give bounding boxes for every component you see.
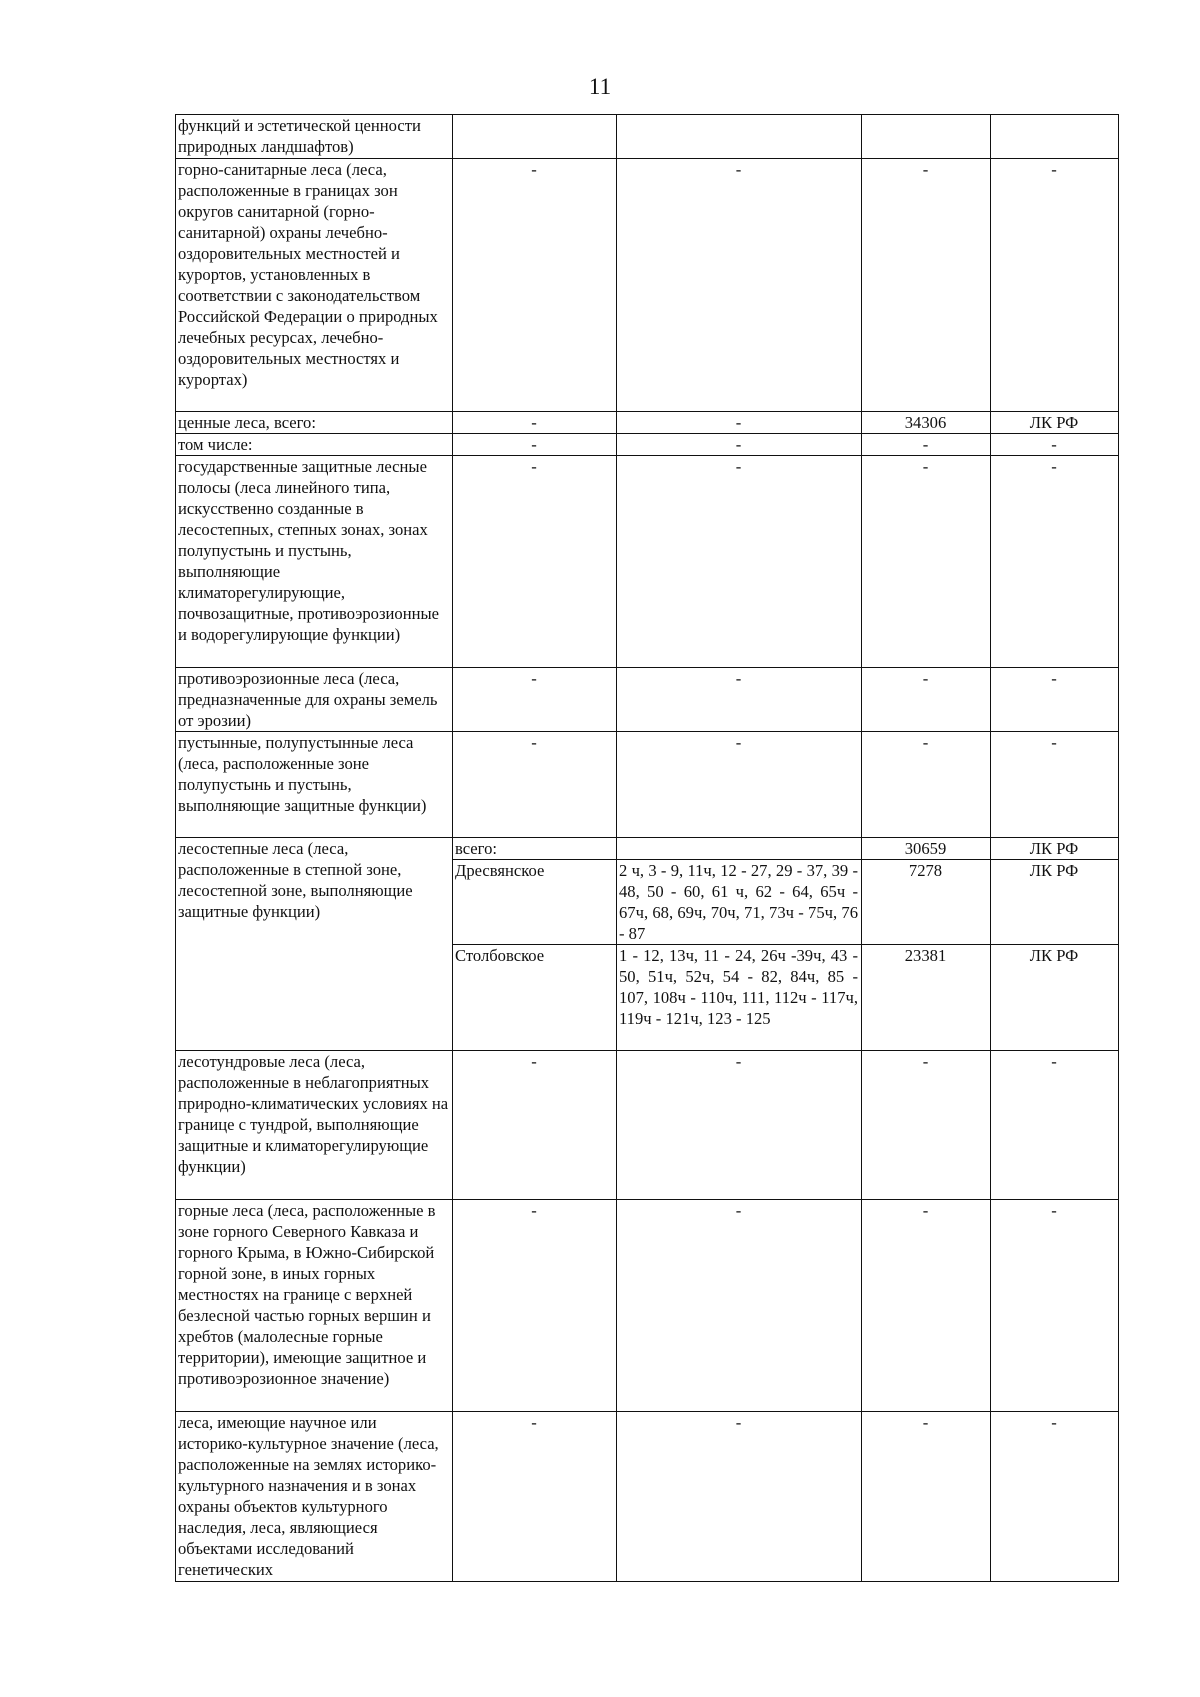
category-cell: противоэрозионные леса (леса, предназначенные для охраны земель от эрозии) (176, 668, 453, 732)
forestry-cell: - (453, 434, 617, 456)
quarters-cell: - (617, 456, 862, 668)
basis-cell: - (991, 1200, 1119, 1412)
forestry-cell (453, 115, 617, 159)
table-row (176, 1412, 1119, 1582)
quarters-cell: - (617, 1051, 862, 1200)
table-row (176, 159, 1119, 412)
basis-cell: ЛК РФ (991, 860, 1119, 945)
forest-category-table (175, 114, 1119, 1582)
quarters-cell: - (617, 668, 862, 732)
area-cell: - (862, 1412, 991, 1582)
basis-cell: ЛК РФ (991, 945, 1119, 1051)
category-cell: лесостепные леса (леса, расположенные в степной зоне, лесостепной зоне, выполняющие защитные функции) (176, 838, 453, 1051)
table-row (176, 732, 1119, 838)
area-cell: - (862, 456, 991, 668)
quarters-cell: - (617, 412, 862, 434)
category-cell: лесотундровые леса (леса, расположенные в неблагоприятных природно-климатических условиях на границе с тундрой, выполняющие защитные и климаторегулирующие функции) (176, 1051, 453, 1200)
quarters-cell: - (617, 434, 862, 456)
basis-cell: - (991, 434, 1119, 456)
forestry-cell: - (453, 412, 617, 434)
table-row (176, 838, 1119, 860)
table-row (176, 434, 1119, 456)
forestry-cell: - (453, 456, 617, 668)
area-cell: - (862, 434, 991, 456)
category-cell: горные леса (леса, расположенные в зоне горного Северного Кавказа и горного Крыма, в Южно-Сибирской горной зоне, в иных горных местностях на границе с верхней безлесной частью горных вершин и хребтов (малолесные горные территории), имеющие защитное и противоэрозионное значение) (176, 1200, 453, 1412)
area-cell: - (862, 732, 991, 838)
category-cell: функций и эстетической ценности природных ландшафтов) (176, 115, 453, 159)
page-number: 11 (588, 74, 612, 99)
category-cell: том числе: (176, 434, 453, 456)
table-row (176, 1051, 1119, 1200)
forestry-cell: - (453, 1200, 617, 1412)
forestry-cell: - (453, 732, 617, 838)
forestry-cell: - (453, 159, 617, 412)
area-cell: 34306 (862, 412, 991, 434)
forestry-cell: - (453, 1051, 617, 1200)
area-cell (862, 115, 991, 159)
category-cell: ценные леса, всего: (176, 412, 453, 434)
forestry-cell: - (453, 668, 617, 732)
area-cell: 23381 (862, 945, 991, 1051)
quarters-cell (617, 838, 862, 860)
quarters-cell: - (617, 1412, 862, 1582)
forestry-cell: - (453, 1412, 617, 1582)
forestry-cell: всего: (453, 838, 617, 860)
quarters-cell: 1 - 12, 13ч, 11 - 24, 26ч -39ч, 43 - 50, 51ч, 52ч, 54 - 82, 84ч, 85 - 107, 108ч - 110ч, 111, 112ч - 117ч, 119ч - 121ч, 123 - 125 (617, 945, 862, 1051)
category-cell: пустынные, полупустынные леса (леса, расположенные зоне полупустынь и пустынь, выполняющие защитные функции) (176, 732, 453, 838)
area-cell: 30659 (862, 838, 991, 860)
area-cell: 7278 (862, 860, 991, 945)
basis-cell: ЛК РФ (991, 412, 1119, 434)
basis-cell (991, 115, 1119, 159)
quarters-cell: - (617, 1200, 862, 1412)
basis-cell: - (991, 1051, 1119, 1200)
category-cell: горно-санитарные леса (леса, расположенные в границах зон округов санитарной (горно-санитарной) охраны лечебно-оздоровительных местностей и курортов, установленных в соответствии с законодательством Российской Федерации о природных лечебных ресурсах, лечебно-оздоровительных местностях и курортах) (176, 159, 453, 412)
table-row (176, 412, 1119, 434)
forestry-cell: Столбовское (453, 945, 617, 1051)
table-row (176, 456, 1119, 668)
quarters-cell (617, 115, 862, 159)
basis-cell: - (991, 159, 1119, 412)
category-cell: государственные защитные лесные полосы (леса линейного типа, искусственно созданные в лесостепных, степных зонах, зонах полупустынь и пустынь, выполняющие климаторегулирующие, почвозащитные, противоэрозионные и водорегулирующие функции) (176, 456, 453, 668)
table-row (176, 1200, 1119, 1412)
table-row (176, 115, 1119, 159)
table-row (176, 668, 1119, 732)
quarters-cell: - (617, 732, 862, 838)
basis-cell: - (991, 732, 1119, 838)
basis-cell: - (991, 456, 1119, 668)
area-cell: - (862, 159, 991, 412)
basis-cell: - (991, 1412, 1119, 1582)
quarters-cell: - (617, 159, 862, 412)
basis-cell: ЛК РФ (991, 838, 1119, 860)
area-cell: - (862, 1200, 991, 1412)
quarters-cell: 2 ч, 3 - 9, 11ч, 12 - 27, 29 - 37, 39 - 48, 50 - 60, 61 ч, 62 - 64, 65ч - 67ч, 68, 69ч, 70ч, 71, 73ч - 75ч, 76 - 87 (617, 860, 862, 945)
forestry-cell: Дресвянское (453, 860, 617, 945)
category-cell: леса, имеющие научное или историко-культурное значение (леса, расположенные на землях историко-культурного назначения и в зонах охраны объектов культурного наследия, леса, являющиеся объектами исследований генетических (176, 1412, 453, 1582)
area-cell: - (862, 1051, 991, 1200)
basis-cell: - (991, 668, 1119, 732)
area-cell: - (862, 668, 991, 732)
